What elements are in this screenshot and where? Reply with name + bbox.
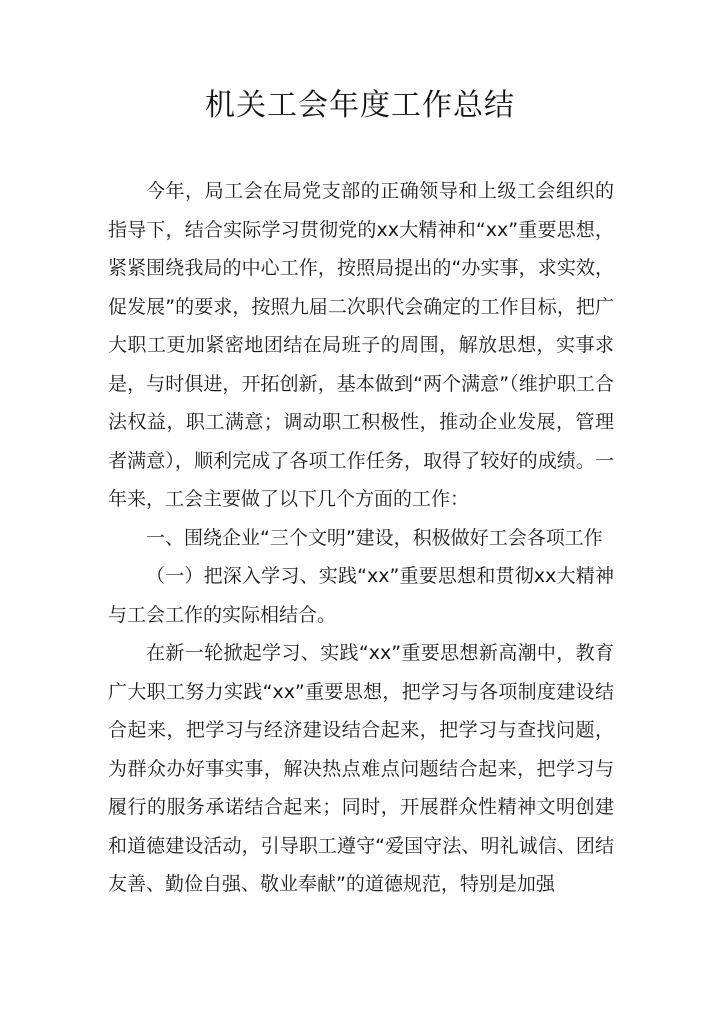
section-heading-1: 一、围绕企业“三个文明”建设，积极做好工会各项工作: [146, 526, 603, 549]
paragraph-study: 在新一轮掀起学习、实践“xx”重要思想新高潮中，教育广大职工努力实践“xx”重要思想，把学习与各项制度建设结合起来，把学习与经济建设结合起来，把学习与查找问题，为群众办好事实事，解决热点难点问题结合起来，把学习与履行的服务承诺结合起来；同时，开展群众性精神文明创建和道德建设活动，引导职工遵守“爱国守法、明礼诚信、团结友善、勤俭自强、敬业奉献”的道德规范，特别是加强: [108, 642, 614, 895]
document-body: [108, 172, 614, 904]
subsection-heading-1: （一）把深入学习、实践“xx”重要思想和贯彻xx大精神与工会工作的实际相结合。: [108, 565, 614, 626]
paragraph-intro: 今年，局工会在局党支部的正确领导和上级工会组织的指导下，结合实际学习贯彻党的xx大精神和“xx”重要思想，紧紧围绕我局的中心工作，按照局提出的“办实事，求实效，促发展”的要求，按照九届二次职代会确定的工作目标，把广大职工更加紧密地团结在局班子的周围，解放思想，实事求是，与时俱进，开拓创新，基本做到“两个满意”（维护职工合法权益，职工满意；调动职工积极性，推动企业发展，管理者满意），顺利完成了各项工作任务，取得了较好的成绩。一年来，工会主要做了以下几个方面的工作：: [108, 180, 614, 510]
document-title: 机关工会年度工作总结: [205, 88, 515, 123]
